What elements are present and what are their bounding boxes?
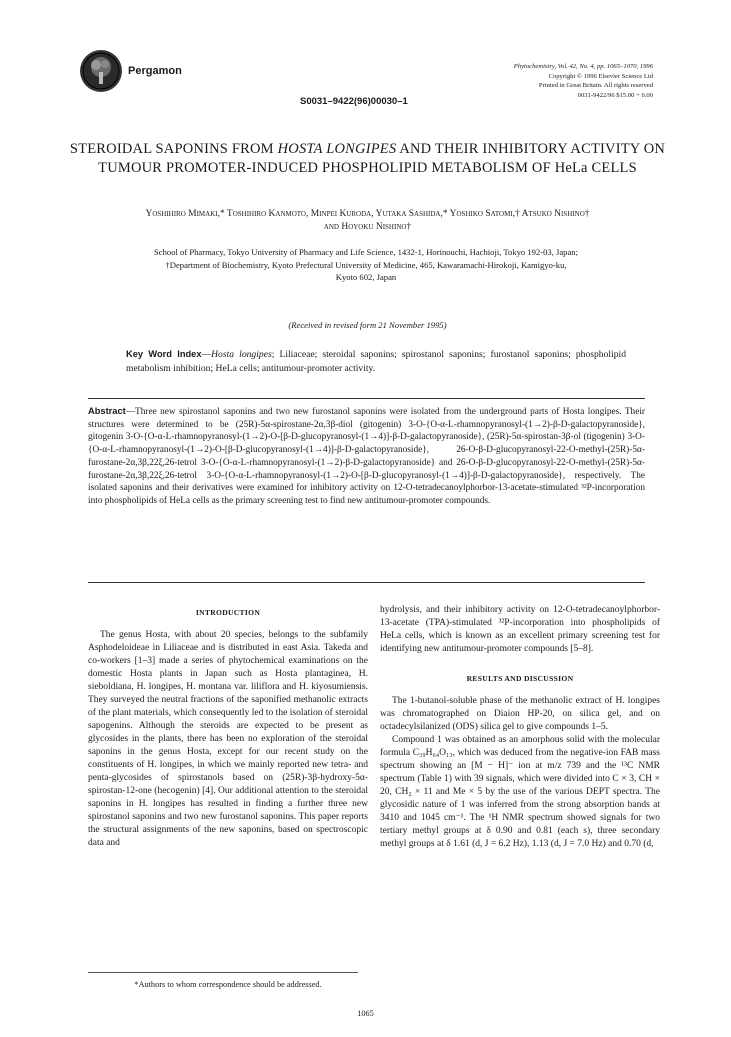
keyword-text: ; Liliaceae; steroidal saponins; spirostanol saponins; furostanol saponins; phospholipid metabolism inhibition; HeLa cells; antitumour-promoter activity. [126, 349, 626, 374]
journal-info [393, 62, 653, 100]
article-identifier: S0031–9422(96)00030–1 [300, 96, 408, 107]
results-paragraph-2: Compound 1 was obtained as an amorphous solid with the molecular formula C₃₉H₆₄O₁₃, which was deduced from the negative-ion FAB mass spectrum showing an [M − H]⁻ ion at m/z 739 and the ¹³C NMR spectrum (Table 1) with 39 signals, which were divided into C × 3, CH × 20, CH₂ × 11 and Me × 5 by the use of the various DEPT spectra. The glycosidic nature of 1 was inferred from the strong absorption bands at 3410 and 1045 cm⁻¹. The ¹H NMR spectrum showed signals for two tertiary methyl groups at δ 0.90 and 0.81 (each s), three secondary methyl groups at δ 1.61 (d, J = 6.2 Hz), 1.13 (d, J = 7.0 Hz) and 0.70 (d, [380, 735, 660, 849]
footnote-rule [88, 972, 358, 973]
publisher-logo [80, 50, 122, 92]
keyword-dash: — [201, 349, 212, 360]
intro-continuation: hydrolysis, and their inhibitory activity on 12-O-tetradecanoylphorbor-13-acetate (TPA)-stimulated ³²P-incorporation into phospholipids of HeLa cells, which is known as an excellent primary screening test for identifying new antitumour-promoter compounds [5–8]. [380, 605, 660, 654]
keyword-index [126, 348, 626, 375]
left-column [88, 606, 368, 850]
issn-line: 0031-9422/96 $15.00 + 0.00 [577, 91, 653, 99]
abstract [88, 405, 645, 508]
affiliation-line-2: †Department of Biochemistry, Kyoto Prefectural University of Medicine, 465, Kawaramachi-Hirokoji, Kamigyo-ku, [165, 259, 567, 270]
authors-line-2: and Hoyoku Nishino† [323, 222, 412, 232]
affiliation-line-3: Kyoto 602, Japan [335, 272, 397, 282]
results-heading: RESULTS AND DISCUSSION [466, 674, 574, 683]
title-species: HOSTA LONGIPES [277, 141, 397, 157]
affiliation-line-1: School of Pharmacy, Tokyo University of Pharmacy and Life Science, 1432-1, Horinouchi, Hachioji, Tokyo 192-03, Japan; [154, 247, 578, 257]
copyright-line: Copyright © 1996 Elsevier Science Ltd [548, 72, 653, 80]
authors-line-1: Yoshihiro Mimaki,* Toshihiro Kanmoto, Minpei Kuroda, Yutaka Sashida,* Yoshiko Satomi,† Atsuko Nishino† [145, 209, 590, 219]
abstract-top-rule [88, 398, 645, 399]
publisher-name: Pergamon [128, 65, 182, 77]
title-part-2: AND THEIR INHIBITORY ACTIVITY ON TUMOUR PROMOTER-INDUCED PHOSPHOLIPID METABOLISM OF HeLa CELLS [98, 141, 666, 176]
abstract-bottom-rule [88, 582, 645, 583]
tree-emblem-icon [82, 52, 120, 90]
keyword-species: Hosta longipes [211, 349, 272, 360]
corresponding-author-footnote: *Authors to whom correspondence should be addressed. [134, 980, 322, 989]
printed-line: Printed in Great Britain. All rights reserved [538, 82, 653, 89]
affiliations [66, 246, 666, 284]
keyword-label: Key Word Index [126, 349, 202, 359]
received-date: (Received in revised form 21 November 1995) [288, 320, 447, 330]
right-column [380, 604, 660, 851]
author-list [60, 208, 675, 234]
abstract-label: Abstract [88, 406, 126, 416]
introduction-paragraph: The genus Hosta, with about 20 species, belongs to the subfamily Asphodeloideae in Liliaceae and is distributed in east Asia. Takeda and co-workers [1–3] made a series of phytochemical examinations on the domestic Hosta plants in Japan such as Hosta plantaginea, H. sieboldiana, H. longipes, H. montana var. liliflora and H. kiyosumiensis. They surveyed the neutral fractions of the saponified methanolic extracts of the plant materials, which consequently led to the isolation of steroidal sapogenins. Although the steroids are expected to be present as glycosides in the plants, there has been no exploration of the steroidal saponins in the genus Hosta, except for our recent study on the constituents of H. longipes, in which we mainly reported new tetra- and penta-glycosides of spirostanols based on (25R)-3β-hydroxy-5α-spirostan-12-one (hecogenin) [4]. Our additional attention to the steroidal saponins in H. longipes has resulted in finding a further three new spirostanol saponins and two new furostanol saponins. This paper reports the structural assignments of the new saponins, based on spectroscopic data and [88, 630, 368, 848]
journal-citation: Phytochemistry, Vol. 42, No. 4, pp. 1065–1070, 1996 [513, 63, 653, 70]
introduction-heading: INTRODUCTION [195, 608, 261, 617]
title-part-1: STEROIDAL SAPONINS FROM [69, 141, 278, 157]
abstract-text: —Three new spirostanol saponins and two new furostanol saponins were isolated from the underground parts of Hosta longipes. Their structures were determined to be (25R)-5α-spirostane-2α,3β-diol (gitogenin) 3-O-{O-α-L-rhamnopyranosyl-(1→2)-β-D-galactopyranoside}, gitogenin 3-O-{O-α-L-rhamnopyranosyl-(1→2)-O-[β-D-glucopyranosyl-(1→4)]-β-D-galactopyranoside}, (25R)-5α-spirostan-3β-ol (tigogenin) 3-O-{O-α-L-rhamnopyranosyl-(1→2)-O-[β-D-glucopyranosyl-(1→4)]-β-D-galactopyranoside}, 26-O-β-D-glucopyranosyl-22-O-methyl-(25R)-5α-furostane-2α,3β,22ξ,26-tetrol 3-O-{O-α-L-rhamnopyranosyl-(1→2)-β-D-galactopyranoside} and 26-O-β-D-glucopyranosyl-22-O-methyl-(25R)-5α-furostane-2α,3β,22ξ,26-tetrol 3-O-{O-α-L-rhamnopyranosyl-(1→2)-O-[β-D-glucopyranosyl-(1→4)]-β-D-galactopyranoside}, respectively. The isolated saponins and their derivatives were examined for inhibitory activity on 12-O-tetradecanoylphorbor-13-acetate-stimulated ³²P-incorporation into phospholipids of HeLa cells as the primary screening test to find new antitumour-promoter compounds. [88, 407, 645, 506]
paper-title [60, 140, 675, 178]
page-number: 1065 [357, 1009, 374, 1018]
results-paragraph-1: The 1-butanol-soluble phase of the methanolic extract of H. longipes was chromatographed on Diaion HP-20, on silica gel, and on octadecylsilanized (ODS) silica gel to give compounds 1–5. [380, 696, 660, 732]
